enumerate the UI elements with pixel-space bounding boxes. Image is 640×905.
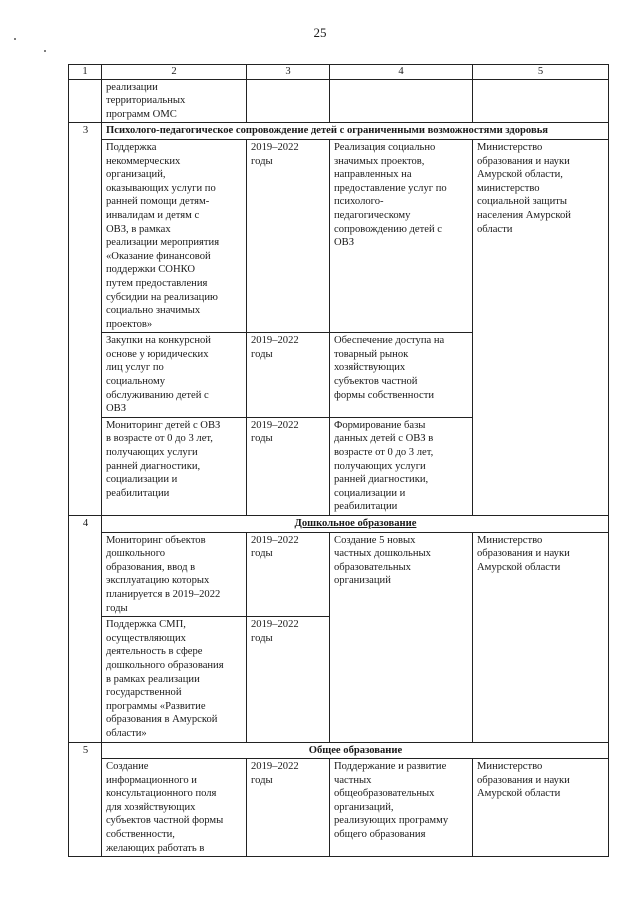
responsible-cell: Министерство образования и науки Амурской области [473,532,609,742]
result-cell: Формирование базы данных детей с ОВЗ в возрасте от 0 до 3 лет, получающих услуги ранней диагностики, социализации и реабилитации [330,417,473,515]
measure-cell: реализации территориальных программ ОМС [102,79,247,123]
section-number: 4 [69,516,102,743]
section-row [69,742,609,759]
term-cell: 2019–2022 годы [247,759,330,857]
col-number: 1 [69,65,102,80]
section-number: 5 [69,742,102,857]
scan-speck [14,38,16,40]
term-cell: 2019–2022 годы [247,617,330,742]
measure-cell: Поддержка некоммерческих организаций, оказывающих услуги по ранней помощи детям- инвалидам и детям с ОВЗ, в рамках реализации мероприятия «Оказание финансовой поддержки СОНКО путем предоставления субсидии на реализацию социально значимых проектов» [102,139,247,332]
term-cell: 2019–2022 годы [247,139,330,332]
section-row [69,516,609,533]
col-number: 2 [102,65,247,80]
col-number: 3 [247,65,330,80]
section-title: Психолого-педагогическое сопровождение детей с ограниченными возможностями здоровья [102,123,609,140]
term-cell [247,79,330,123]
responsible-cell: Министерство образования и науки Амурской области, министерство социальной защиты населения Амурской области [473,139,609,515]
measure-cell: Создание информационного и консультационного поля для хозяйствующих субъектов частной формы собственности, желающих работать в [102,759,247,857]
responsible-cell: Министерство образования и науки Амурской области [473,759,609,857]
measure-cell: Закупки на конкурсной основе у юридических лиц услуг по социальному обслуживанию детей с ОВЗ [102,333,247,418]
measure-cell: Мониторинг объектов дошкольного образования, ввод в эксплуатацию которых планируется в 2019–2022 годы [102,532,247,617]
row-number [69,79,102,123]
scan-speck [44,50,46,52]
measure-cell: Мониторинг детей с ОВЗ в возрасте от 0 до 3 лет, получающих услуги ранней диагностики, социализации и реабилитации [102,417,247,515]
result-cell [330,79,473,123]
table-row [69,139,609,332]
col-number: 5 [473,65,609,80]
table-row [69,759,609,857]
responsible-cell [473,79,609,123]
measures-table [68,64,609,857]
term-cell: 2019–2022 годы [247,417,330,515]
page-number: 25 [313,25,327,40]
term-cell: 2019–2022 годы [247,333,330,418]
result-cell: Реализация социально значимых проектов, направленных на предоставление услуг по психолого- педагогическому сопровождению детей с ОВЗ [330,139,473,332]
section-title: Общее образование [102,742,609,759]
term-cell: 2019–2022 годы [247,532,330,617]
result-cell: Поддержание и развитие частных общеобразовательных организаций, реализующих программу общего образования [330,759,473,857]
col-number: 4 [330,65,473,80]
section-title [102,516,609,533]
measure-cell: Поддержка СМП, осуществляющих деятельность в сфере дошкольного образования в рамках реализации государственной программы «Развитие образования в Амурской области» [102,617,247,742]
result-cell: Обеспечение доступа на товарный рынок хозяйствующих субъектов частной формы собственности [330,333,473,418]
continuation-row [69,79,609,123]
section-number: 3 [69,123,102,516]
column-numbers-row [69,65,609,80]
table-row [69,532,609,617]
section-row [69,123,609,140]
section-title-text: Дошкольное образование [294,518,417,529]
result-cell: Создание 5 новых частных дошкольных образовательных организаций [330,532,473,742]
